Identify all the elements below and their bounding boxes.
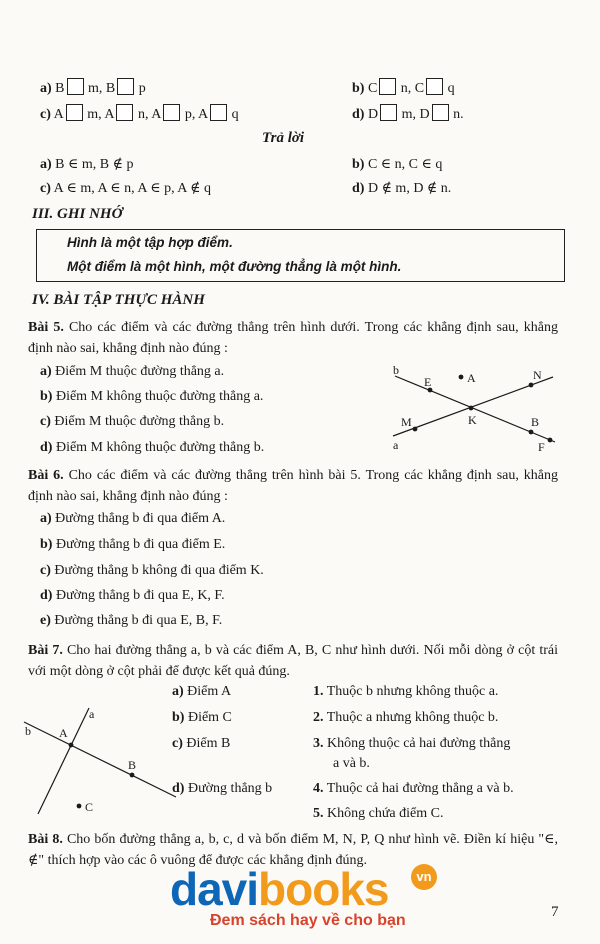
bai6-item-a: a) Đường thẳng b đi qua điểm A.: [40, 511, 226, 526]
label-a: a: [393, 438, 399, 452]
label-a: a: [89, 707, 95, 721]
bai7-right-5: 5. Không chứa điểm C.: [313, 806, 444, 821]
label-b: b: [393, 363, 399, 377]
bai7-left-b: b) Điểm C: [172, 710, 232, 725]
davibooks-logo: davibooks: [170, 863, 389, 915]
bai5-item-c: c) Điểm M thuộc đường thẳng b.: [40, 414, 225, 429]
page-number: 7: [551, 904, 559, 920]
point-A: [459, 375, 464, 380]
point-B: [130, 773, 135, 778]
label-N: N: [533, 368, 542, 382]
answer-box[interactable]: [117, 78, 134, 95]
bai5-item-a: a) Điểm M thuộc đường thẳng a.: [40, 364, 225, 379]
bai6-item-d: d) Đường thẳng b đi qua E, K, F.: [40, 588, 225, 603]
bai6-item-e: e) Đường thẳng b đi qua E, B, F.: [40, 613, 223, 628]
point-K: [469, 406, 474, 411]
bai5-statement: Bài 5. Cho các điểm và các đường thẳng trên hình dưới. Trong các khẳng định sau, khẳng định nào sai, khẳng định nào đúng :: [28, 320, 558, 356]
point-A: [69, 743, 74, 748]
label-K: K: [468, 413, 477, 427]
bai7-right-2: 2. Thuộc a nhưng không thuộc b.: [313, 710, 499, 725]
point-F: [548, 438, 553, 443]
label-A: A: [467, 371, 476, 385]
answer-box[interactable]: [210, 104, 227, 121]
section-3-title: III. GHI NHỚ: [32, 206, 123, 222]
answer-box[interactable]: [66, 104, 83, 121]
label-E: E: [424, 375, 432, 389]
answer-c: c) A ∈ m, A ∈ n, A ∈ p, A ∉ q: [40, 181, 212, 196]
remember-box: [36, 229, 565, 282]
answer-b: b) C ∈ n, C ∈ q: [352, 157, 443, 172]
bai7-left-a: a) Điểm A: [172, 684, 232, 699]
label-M: M: [401, 415, 412, 429]
bai5-item-d: d) Điểm M không thuộc đường thẳng b.: [40, 440, 265, 455]
q-row-a: a) B m, B p: [40, 78, 146, 97]
label-A: A: [59, 726, 68, 740]
point-N: [529, 383, 534, 388]
answer-a: a) B ∈ m, B ∉ p: [40, 157, 134, 172]
answer-box[interactable]: [426, 78, 443, 95]
logo-vn-badge: vn: [411, 864, 437, 890]
answer-box[interactable]: [380, 104, 397, 121]
answer-d: d) D ∉ m, D ∉ n.: [352, 181, 452, 196]
bai6-item-b: b) Đường thẳng b đi qua điểm E.: [40, 537, 226, 552]
bai7-right-3: 3. Không thuộc cả hai đường thẳng: [313, 736, 511, 751]
bai6-item-c: c) Đường thẳng b không đi qua điểm K.: [40, 563, 264, 578]
bai7-right-3-cont: a và b.: [333, 756, 370, 771]
bai7-right-1: 1. Thuộc b nhưng không thuộc a.: [313, 684, 499, 699]
bai7-left-d: d) Đường thẳng b: [172, 781, 273, 796]
answer-box[interactable]: [379, 78, 396, 95]
bai7-left-c: c) Điểm B: [172, 736, 231, 751]
point-C: [77, 804, 82, 809]
bai6-statement: Bài 6. Cho các điểm và các đường thẳng trên hình bài 5. Trong các khẳng định sau, khẳng định nào sai, khẳng định nào đúng :: [28, 468, 559, 504]
point-B: [529, 430, 534, 435]
remember-line-2: Một điểm là một hình, một đường thẳng là một hình.: [67, 259, 402, 274]
point-M: [413, 427, 418, 432]
label-C: C: [85, 800, 94, 814]
label-F: F: [538, 440, 545, 454]
answer-box[interactable]: [432, 104, 449, 121]
bai7-right-4: 4. Thuộc cả hai đường thẳng a và b.: [313, 781, 514, 796]
line-a: [38, 708, 89, 814]
bai7-figure: [22, 700, 182, 824]
q-row-b: b) C n, C q: [352, 78, 455, 97]
slogan: Đem sách hay về cho bạn: [210, 912, 406, 929]
answer-box[interactable]: [163, 104, 180, 121]
bai7-statement: Bài 7. Cho hai đường thẳng a, b và các điểm A, B, C như hình dưới. Nối mỗi dòng ở cột trái với một dòng ở cột phải để được kết quả đúng.: [28, 643, 558, 679]
answer-title: Trả lời: [262, 130, 305, 146]
label-B: B: [531, 415, 540, 429]
line-b: [24, 722, 176, 797]
section-4-title: IV. BÀI TẬP THỰC HÀNH: [32, 292, 205, 308]
bai8-statement: Bài 8. Cho bốn đường thẳng a, b, c, d và bốn điểm M, N, P, Q như hình vẽ. Điền kí hiệu "∈, ∉" thích hợp vào các ô vuông để được các khẳng định đúng.: [28, 832, 558, 868]
remember-line-1: Hình là một tập hợp điểm.: [67, 235, 233, 250]
label-b: b: [25, 724, 31, 738]
label-B: B: [128, 758, 137, 772]
answer-box[interactable]: [116, 104, 133, 121]
answer-box[interactable]: [67, 78, 84, 95]
bai5-figure: [385, 362, 565, 454]
bai5-item-b: b) Điểm M không thuộc đường thẳng a.: [40, 389, 264, 404]
q-row-d: d) D m, D n.: [352, 104, 464, 123]
q-row-c: c) A m, A n, A p, A q: [40, 104, 239, 123]
